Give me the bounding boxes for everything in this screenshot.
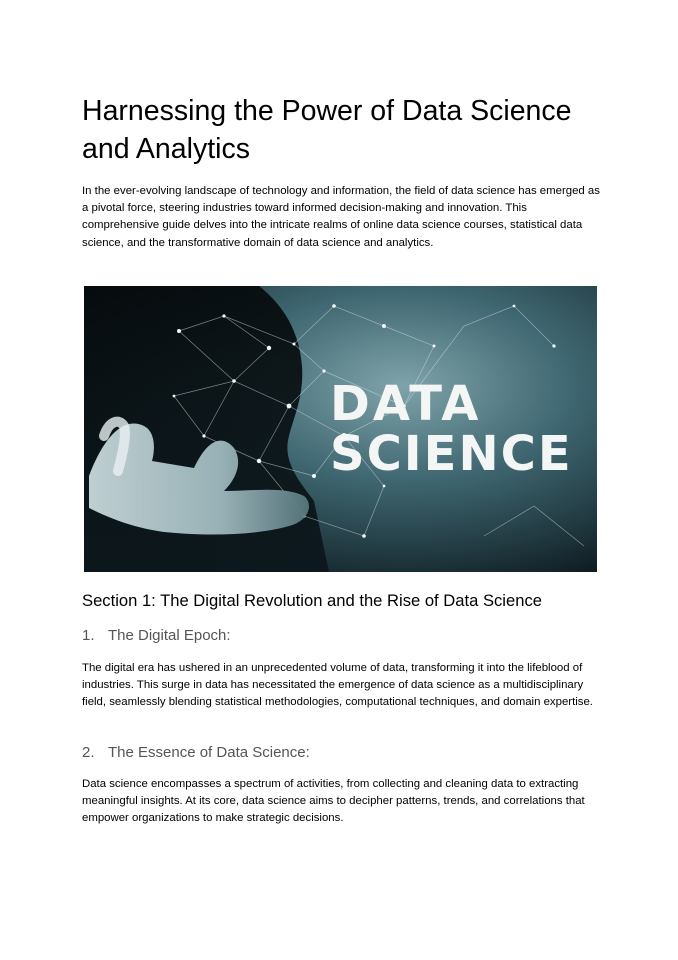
hero-word-data: DATA <box>330 376 482 432</box>
list-number: 2. <box>82 744 95 761</box>
subsection-title: The Essence of Data Science: <box>108 744 310 761</box>
subsection-essence-heading <box>82 744 310 762</box>
data-science-illustration <box>84 286 597 572</box>
subsection-digital-epoch-heading <box>82 627 231 645</box>
document-title: Harnessing the Power of Data Science and Analytics <box>82 95 572 165</box>
section-1-heading: Section 1: The Digital Revolution and the Rise of Data Science <box>82 591 542 610</box>
subsection-title: The Digital Epoch: <box>108 627 231 644</box>
hero-image <box>84 286 597 572</box>
intro-paragraph: In the ever-evolving landscape of technology and information, the field of data science has emerged as a pivotal force, steering industries toward informed decision-making and innovation. This comprehensive guide delves into the intricate realms of online data science courses, statistical data science, and the transformative domain of data science and analytics. <box>82 185 600 249</box>
list-number: 1. <box>82 627 95 644</box>
hero-word-science: SCIENCE <box>330 426 573 482</box>
digital-epoch-paragraph: The digital era has ushered in an unprecedented volume of data, transforming it into the lifeblood of industries. This surge in data has necessitated the emergence of data science as a multidisciplinary field, seamlessly blending statistical methodologies, computational techniques, and domain expertise. <box>82 662 593 709</box>
essence-paragraph: Data science encompasses a spectrum of activities, from collecting and cleaning data to extracting meaningful insights. At its core, data science aims to decipher patterns, trends, and correlations that empower organizations to make strategic decisions. <box>82 778 585 825</box>
